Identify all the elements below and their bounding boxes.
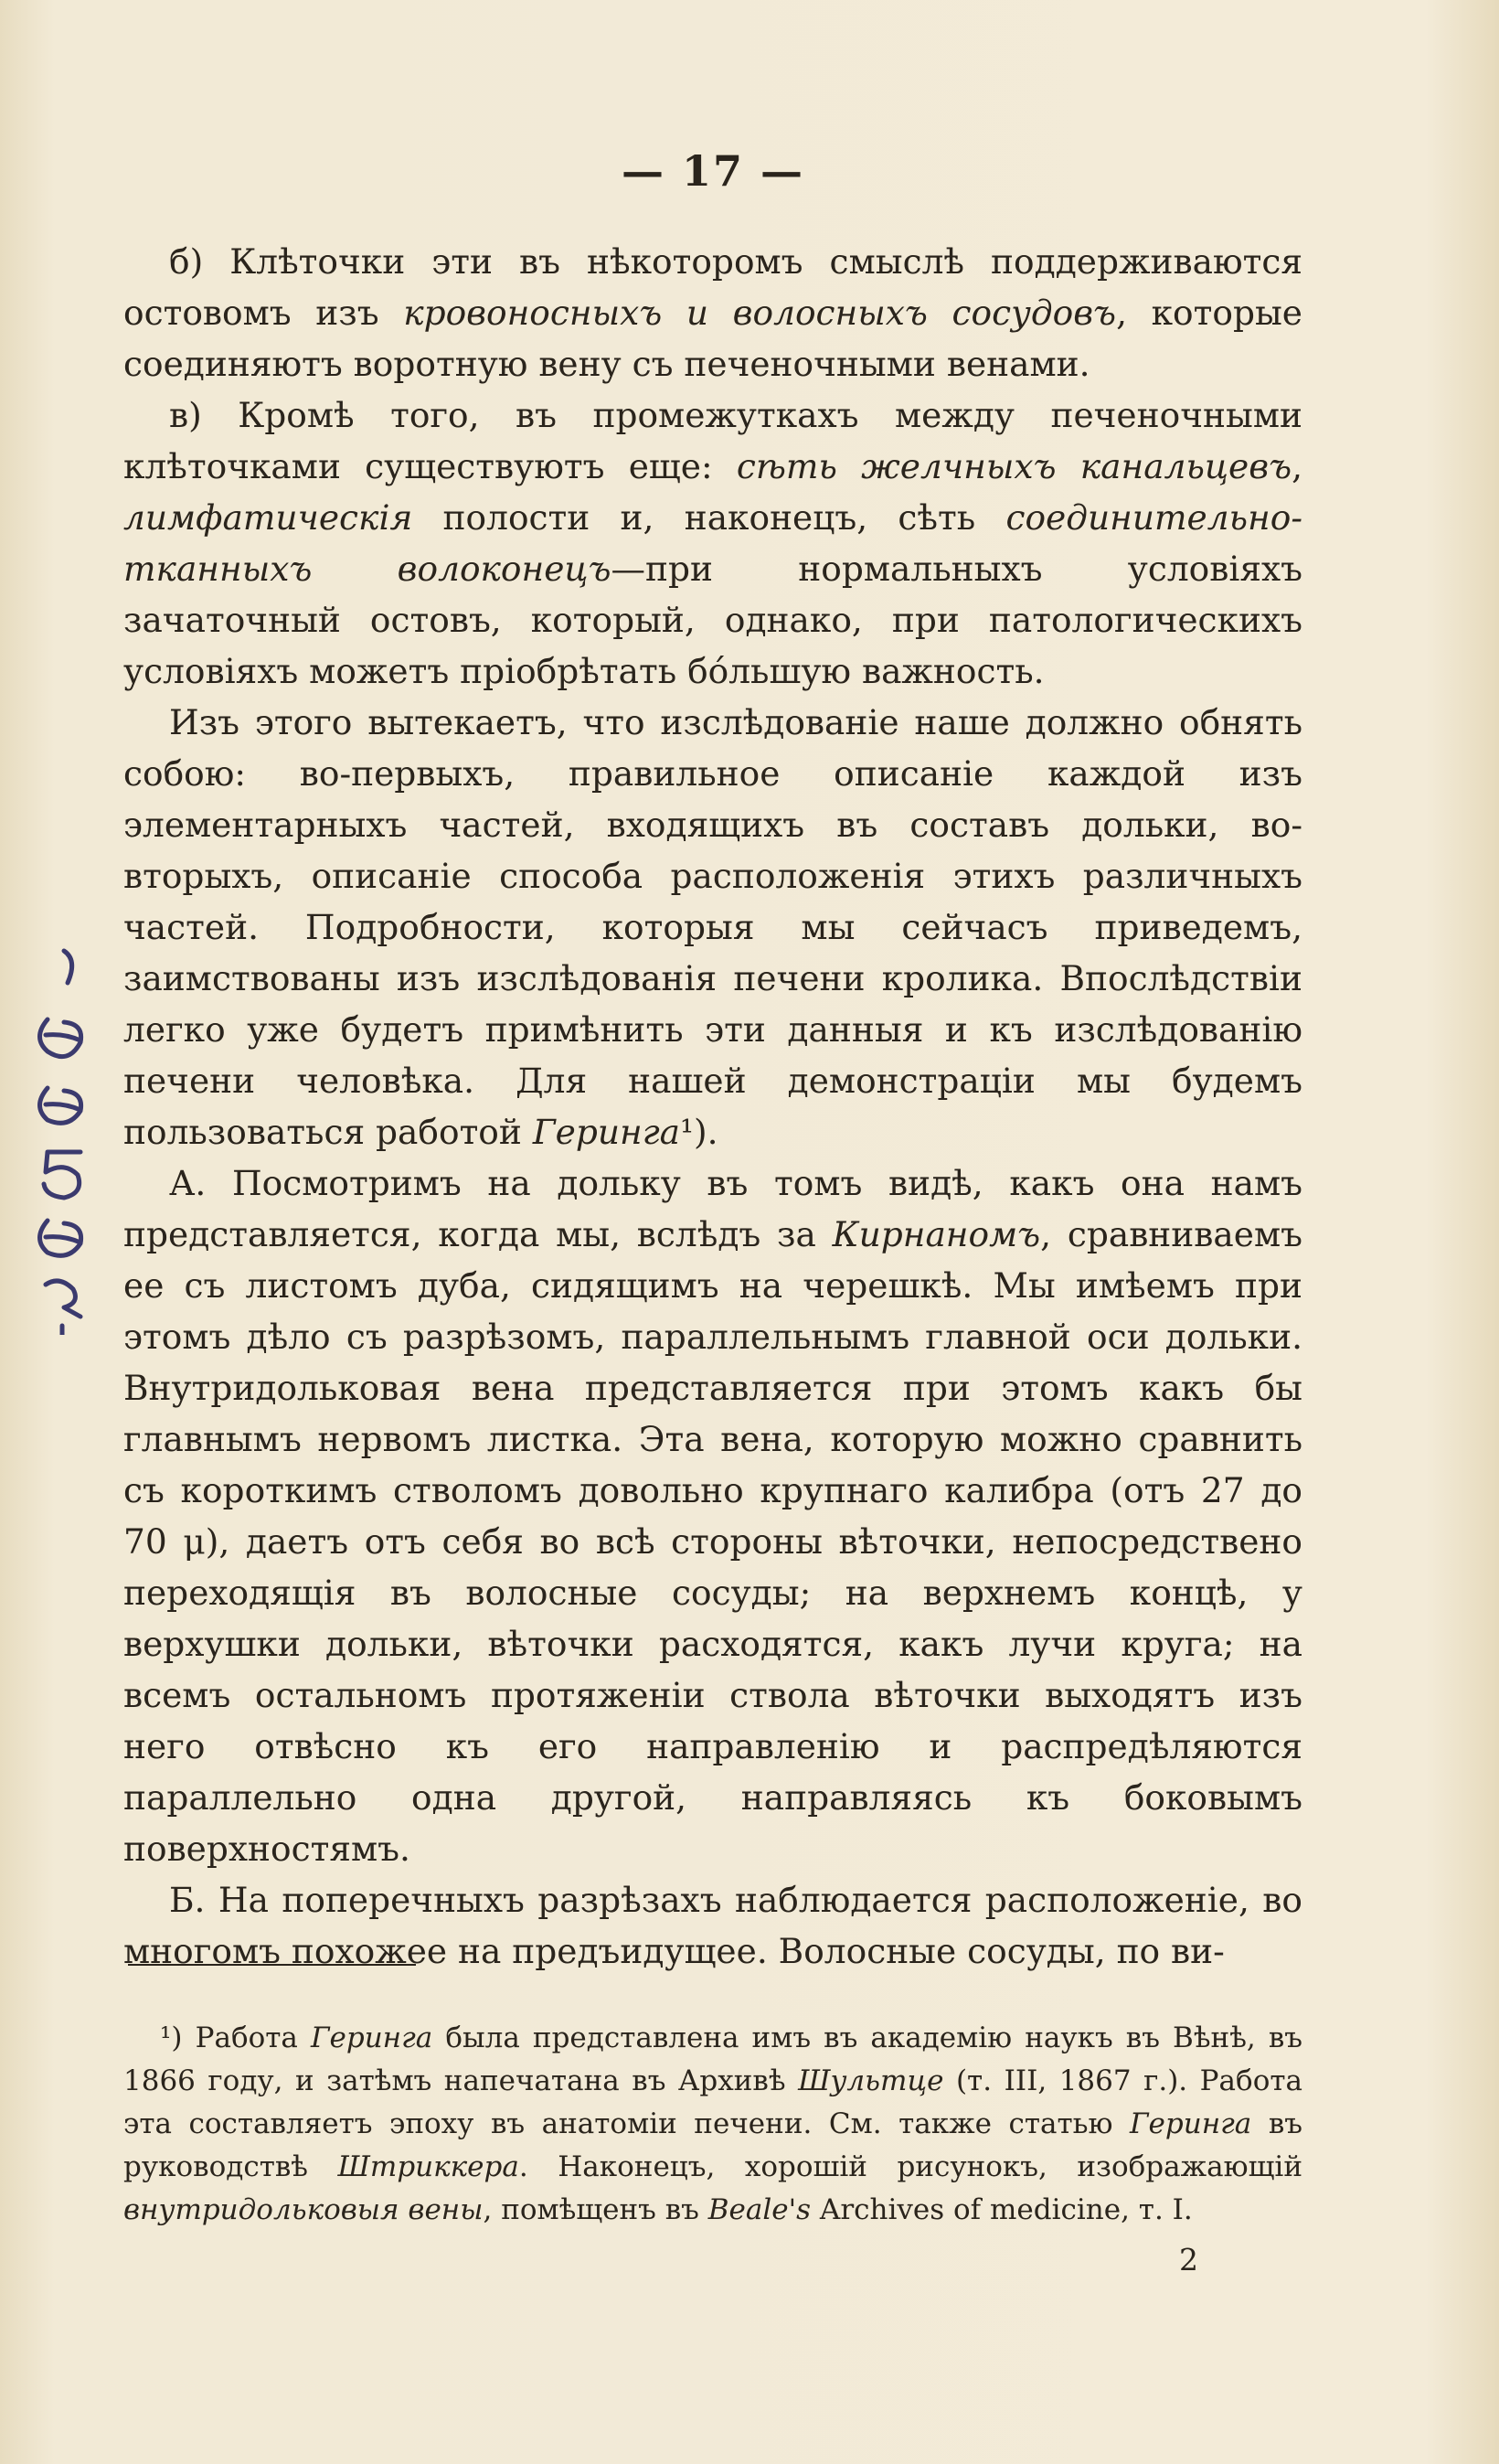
paragraph-b-cross-sections [123,1874,1302,1977]
paragraph-research-scope [123,697,1302,1157]
text-run: Изъ этого вытекаетъ, что изслѣдованіе наше должно обнять собою: во-первыхъ, правильное описаніе каждой изъ элементарныхъ частей, входящихъ въ составъ дольки, во-вторыхъ, описаніе способа расположенія этихъ различныхъ частей. Подробности, которыя мы сейчасъ приведемъ, заимствованы изъ изслѣдованія печени кролика. Впослѣдствіи легко уже будетъ примѣнить эти данныя и къ изслѣдованію печени человѣка. Для нашей демонстраціи мы будемъ пользоваться работой [123,702,1302,1152]
text-run: ¹). [680,1112,718,1152]
text-run: Archives of medicine, т. I. [811,2193,1193,2226]
text-run: А. Посмотримъ на дольку въ томъ видѣ, какъ она намъ представляется, когда мы, вслѣдъ за [123,1163,1302,1254]
handwritten-inventory-number [40,951,81,1335]
signature-mark: 2 [1179,2242,1198,2277]
paragraph-b-cells [123,236,1302,389]
text-run: в) Кромѣ того, въ промежуткахъ между печеночными клѣточками существуютъ еще: [123,395,1302,486]
text-run: , помѣщенъ въ [483,2193,708,2226]
italic-term: Кирнаномъ [832,1214,1041,1254]
italic-term: лимфатическія [123,497,413,538]
text-run: —при нормальныхъ условіяхъ зачаточный остовъ, который, однако, при патологическихъ условіяхъ можетъ пріобрѣтать бо́льшую важность. [123,549,1302,691]
italic-term: кровоносныхъ и волосныхъ сосудовъ [403,293,1117,333]
text-run: , сравниваемъ ее съ листомъ дуба, сидящимъ на черешкѣ. Мы имѣемъ при этомъ дѣло съ разрѣзомъ, параллельнымъ главной оси дольки. Внутридольковая вена представляется при этомъ какъ бы главнымъ нервомъ листка. Эта вена, которую можно сравнить съ короткимъ стволомъ довольно крупнаго калибра (отъ 27 до 70 μ), даетъ отъ себя во всѣ стороны вѣточки, непосредствено переходящія въ волосные сосуды; на верхнемъ концѣ, у верхушки дольки, вѣточки расходятся, какъ лучи круга; на всемъ остальномъ протяженіи ствола вѣточки выходятъ изъ него отвѣсно къ его направленію и распредѣляются параллельно одна другой, направляясь къ боковымъ поверхностямъ. [123,1214,1302,1869]
text-run: (т. III, 1867 г.). Работа эта составляетъ эпоху въ анатоміи печени. См. также статью [123,2064,1302,2140]
text-run: б) Клѣточки эти въ нѣкоторомъ смыслѣ поддерживаются остовомъ изъ [123,241,1302,333]
text-run: Б. На поперечныхъ разрѣзахъ наблюдается расположеніе, во многомъ похожее на предъидущее. Волосные сосуды, по ви- [123,1880,1302,1971]
margin-stamp [27,933,96,1335]
italic-term: Геринга [310,2021,433,2054]
text-run: , [1292,446,1302,486]
italic-term: Beale's [707,2193,812,2226]
text-run: , которые соединяютъ воротную вену съ печеночными венами. [123,293,1302,384]
footnote-rule [128,1964,416,1966]
italic-term: внутридольковыя вены [123,2193,484,2226]
italic-term: Геринга [1130,2107,1252,2140]
footnote-1 [123,2017,1302,2232]
text-run: полости и, наконецъ, сѣть [412,497,1006,538]
text-run: ¹) Работа [160,2021,311,2054]
footnotes [123,2017,1302,2232]
italic-term: Шультце [798,2064,944,2097]
paragraph-v-ducts [123,389,1302,697]
body-text [123,236,1302,1977]
text-run: была представлена имъ въ академію наукъ въ Вѣнѣ, въ 1866 году, и затѣмъ напечатана въ Архивѣ [123,2021,1302,2097]
italic-term: Штриккера [337,2150,519,2183]
paragraph-a-lobule [123,1157,1302,1874]
page-number: — 17 — [621,146,805,196]
text-run: въ руководствѣ [123,2107,1302,2183]
italic-term: Геринга [532,1112,681,1152]
italic-term: сѣть желчныхъ канальцевъ [736,446,1292,486]
text-run: . Наконецъ, хорошій рисунокъ, изображающій [518,2150,1303,2183]
italic-term: соединительно-тканныхъ волоконецъ [123,497,1302,589]
